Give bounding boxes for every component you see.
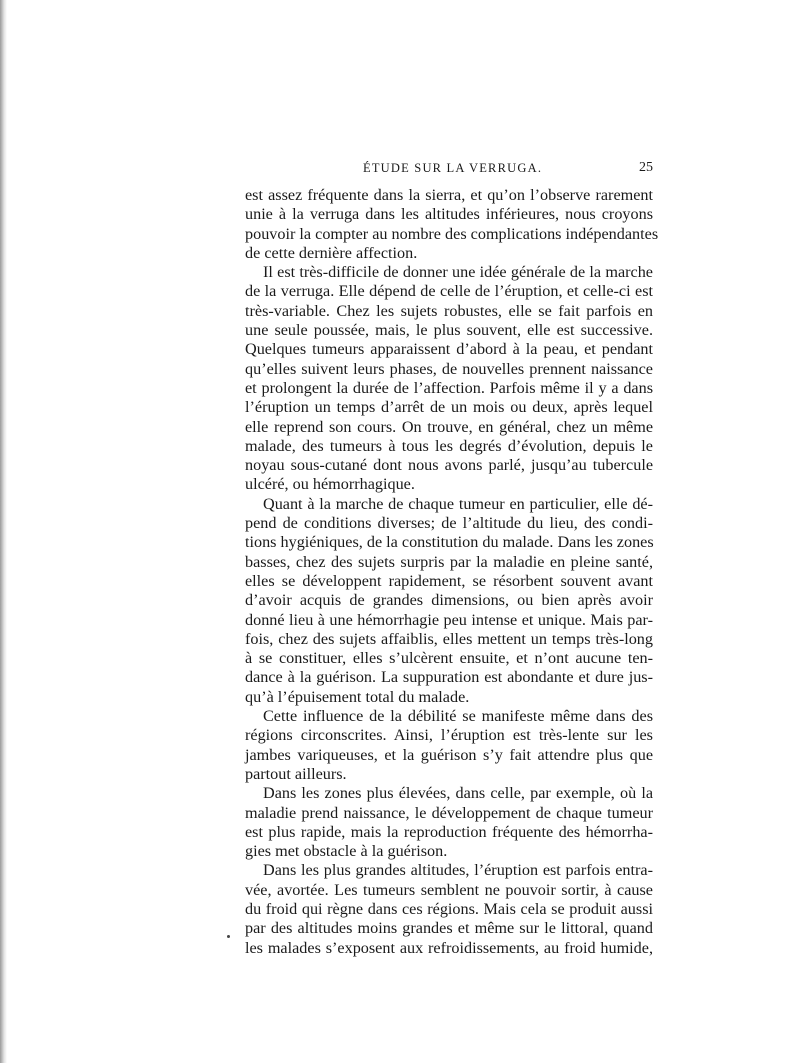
text-line: elles se développent rapidement, se résorbent souvent avant: [245, 571, 653, 590]
text-line: à se constituer, elles s’ulcèrent ensuite, et n’ont aucune ten-: [245, 649, 653, 668]
text-line: de cette dernière affection.: [245, 243, 418, 262]
text-line: vée, avortée. Les tumeurs semblent ne pouvoir sortir, à cause: [245, 880, 653, 899]
text-line: elle reprend son cours. On trouve, en général, chez un même: [245, 417, 653, 436]
text-line: est assez fréquente dans la sierra, et qu’on l’observe rarement: [245, 186, 653, 204]
text-line: tions hygiéniques, de la constitution du malade. Dans les zones: [245, 533, 654, 552]
text-line: une seule poussée, mais, le plus souvent, elle est successive.: [245, 321, 653, 340]
text-line: donné lieu à une hémorrhagie peu intense et unique. Mais par-: [245, 610, 653, 629]
page-number: 25: [639, 160, 653, 175]
text-line: les malades s’exposent aux refroidissements, au froid humide,: [245, 938, 653, 957]
text-line: Quelques tumeurs apparaissent d’abord à la peau, et pendant: [245, 340, 653, 359]
text-line: malade, des tumeurs à tous les degrés d’évolution, depuis le: [245, 436, 653, 455]
running-title: ÉTUDE SUR LA VERRUGA.: [363, 161, 543, 175]
text-line: Il est très-difficile de donner une idée générale de la marche: [263, 263, 653, 282]
text-line: ulcéré, ou hémorrhagique.: [245, 475, 415, 494]
page-edge-shadow: [0, 0, 7, 1063]
text-line: Quant à la marche de chaque tumeur en particulier, elle dé-: [263, 494, 653, 513]
text-line: Cette influence de la débilité se manifeste même dans des: [263, 707, 653, 726]
ink-speck: [227, 935, 230, 938]
text-line: du froid qui règne dans ces régions. Mais cela se produit aussi: [245, 899, 653, 918]
text-line: pend de conditions diverses; de l’altitude du lieu, des condi-: [245, 514, 653, 533]
text-line: partout ailleurs.: [245, 764, 347, 783]
text-line: pouvoir la compter au nombre des complications indépendantes: [245, 224, 659, 243]
text-line: noyau sous-cutané dont nous avons parlé, jusqu’au tubercule: [245, 456, 653, 475]
text-line: gies met obstacle à la guérison.: [245, 842, 448, 861]
text-line: qu’elles suivent leurs phases, de nouvelles prennent naissance: [245, 359, 653, 378]
text-line: fois, chez des sujets affaiblis, elles mettent un temps très-long: [245, 629, 653, 648]
page-header: [245, 161, 653, 181]
text-line: par des altitudes moins grandes et même sur le littoral, quand: [245, 919, 653, 938]
text-line: et prolongent la durée de l’affection. Parfois même il y a dans: [245, 378, 653, 397]
text-line: de la verruga. Elle dépend de celle de l’éruption, et celle-ci est: [245, 282, 653, 301]
text-line: jambes variqueuses, et la guérison s’y fait attendre plus que: [245, 745, 653, 764]
text-line: régions circonscrites. Ainsi, l’éruption est très-lente sur les: [245, 726, 653, 745]
text-line: l’éruption un temps d’arrêt de un mois ou deux, après lequel: [245, 398, 653, 417]
text-line: dance à la guérison. La suppuration est abondante et dure jus-: [245, 668, 653, 687]
body-text: [245, 186, 659, 958]
text-line: est plus rapide, mais la reproduction fréquente des hémorrha-: [245, 822, 653, 841]
text-line: qu’à l’épuisement total du malade.: [245, 687, 470, 706]
text-line: basses, chez des sujets surpris par la maladie en pleine santé,: [245, 552, 653, 571]
text-line: maladie prend naissance, le développement de chaque tumeur: [245, 803, 653, 822]
text-line: Dans les plus grandes altitudes, l’éruption est parfois entra-: [263, 861, 653, 880]
text-line: très-variable. Chez les sujets robustes, elle se fait parfois en: [245, 301, 653, 320]
text-line: d’avoir acquis de grandes dimensions, ou bien après avoir: [245, 591, 653, 610]
text-line: unie à la verruga dans les altitudes inférieures, nous croyons: [245, 205, 653, 224]
text-line: Dans les zones plus élevées, dans celle, par exemple, où la: [263, 784, 653, 803]
